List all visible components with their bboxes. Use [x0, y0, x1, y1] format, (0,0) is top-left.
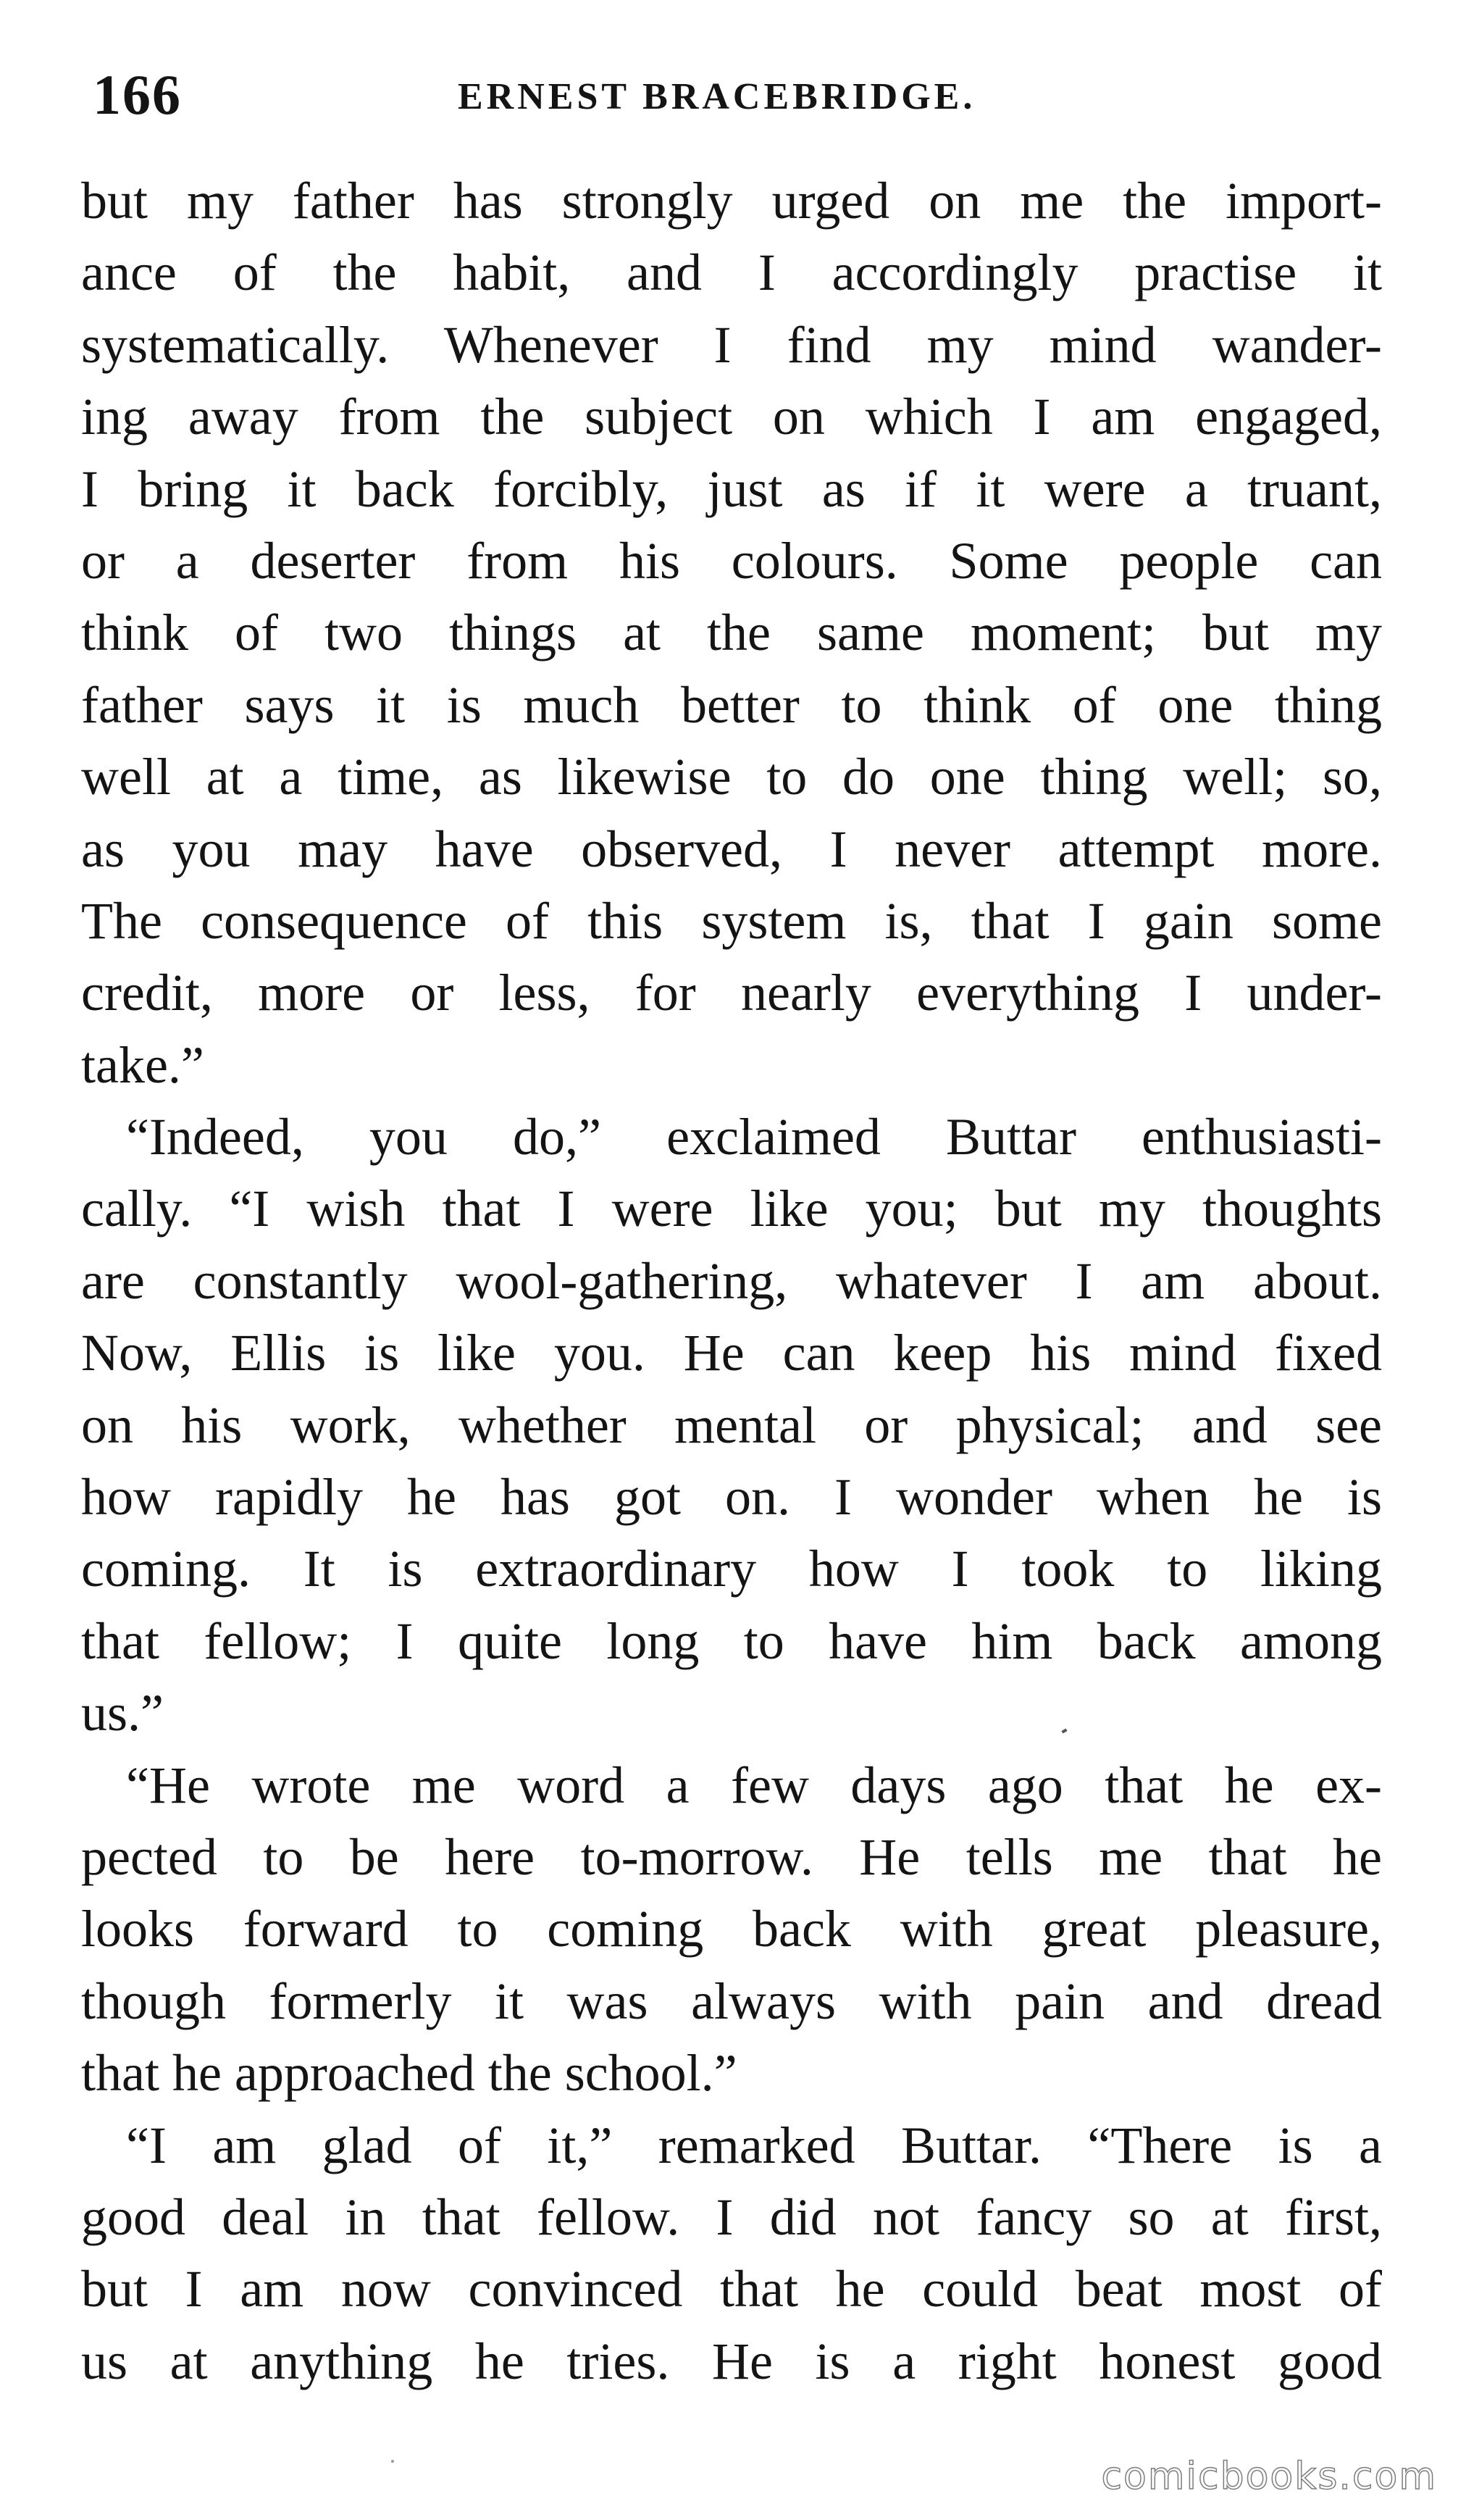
- text-line: on his work, whether mental or physical; and see: [81, 1395, 1382, 1454]
- text-line: The consequence of this system is, that I gain some: [81, 891, 1382, 950]
- text-line: as you may have observed, I never attempt more.: [81, 819, 1382, 878]
- text-line: ing away from the subject on which I am engaged,: [81, 388, 1382, 446]
- text-line: pected to be here to-morrow. He tells me that he: [81, 1827, 1382, 1886]
- text-line: I bring it back forcibly, just as if it were a truant,: [81, 459, 1382, 518]
- text-line: systematically. Whenever I find my mind wander-: [81, 315, 1382, 374]
- text-line: how rapidly he has got on. I wonder when he is: [81, 1468, 1382, 1527]
- text-line: Now, Ellis is like you. He can keep his mind fixed: [81, 1324, 1382, 1382]
- text-line: well at a time, as likewise to do one thing well; so,: [81, 748, 1382, 806]
- ink-dot: [391, 2460, 394, 2463]
- paragraph-first-line: “Indeed, you do,” exclaimed Buttar enthusiasti-: [126, 1108, 1382, 1167]
- body-text: [81, 165, 1382, 2398]
- text-line: father says it is much better to think of one thing: [81, 675, 1382, 734]
- paragraph-first-line: “I am glad of it,” remarked Buttar. “There is a: [126, 2116, 1382, 2174]
- text-line: though formerly it was always with pain and dread: [81, 1972, 1382, 2030]
- text-line: take.”: [81, 1035, 204, 1094]
- paragraph-first-line: “He wrote me word a few days ago that he ex-: [126, 1756, 1382, 1814]
- text-line: cally. “I wish that I were like you; but my thoughts: [81, 1180, 1382, 1238]
- text-line: but I am now convinced that he could beat most of: [81, 2260, 1382, 2319]
- text-line: but my father has strongly urged on me the import-: [81, 172, 1382, 230]
- text-line: credit, more or less, for nearly everything I under-: [81, 964, 1382, 1022]
- text-line: us.”: [81, 1684, 164, 1743]
- text-line: are constantly wool-gathering, whatever I am about.: [81, 1251, 1382, 1310]
- text-line: looks forward to coming back with great pleasure,: [81, 1900, 1382, 1958]
- text-line: or a deserter from his colours. Some people can: [81, 531, 1382, 590]
- text-line: ance of the habit, and I accordingly practise it: [81, 243, 1382, 302]
- text-line: us at anything he tries. He is a right honest good: [81, 2332, 1382, 2390]
- watermark: comicbooks.com: [1101, 2455, 1437, 2498]
- text-line: good deal in that fellow. I did not fancy so at first,: [81, 2187, 1382, 2246]
- page-number: 166: [93, 63, 182, 126]
- running-title: ERNEST BRACEBRIDGE.: [458, 76, 976, 117]
- text-line: coming. It is extraordinary how I took to liking: [81, 1540, 1382, 1598]
- text-line: that fellow; I quite long to have him back among: [81, 1611, 1382, 1670]
- text-line: think of two things at the same moment; but my: [81, 604, 1382, 662]
- text-line: that he approached the school.”: [81, 2044, 737, 2103]
- page-header: [81, 62, 1373, 149]
